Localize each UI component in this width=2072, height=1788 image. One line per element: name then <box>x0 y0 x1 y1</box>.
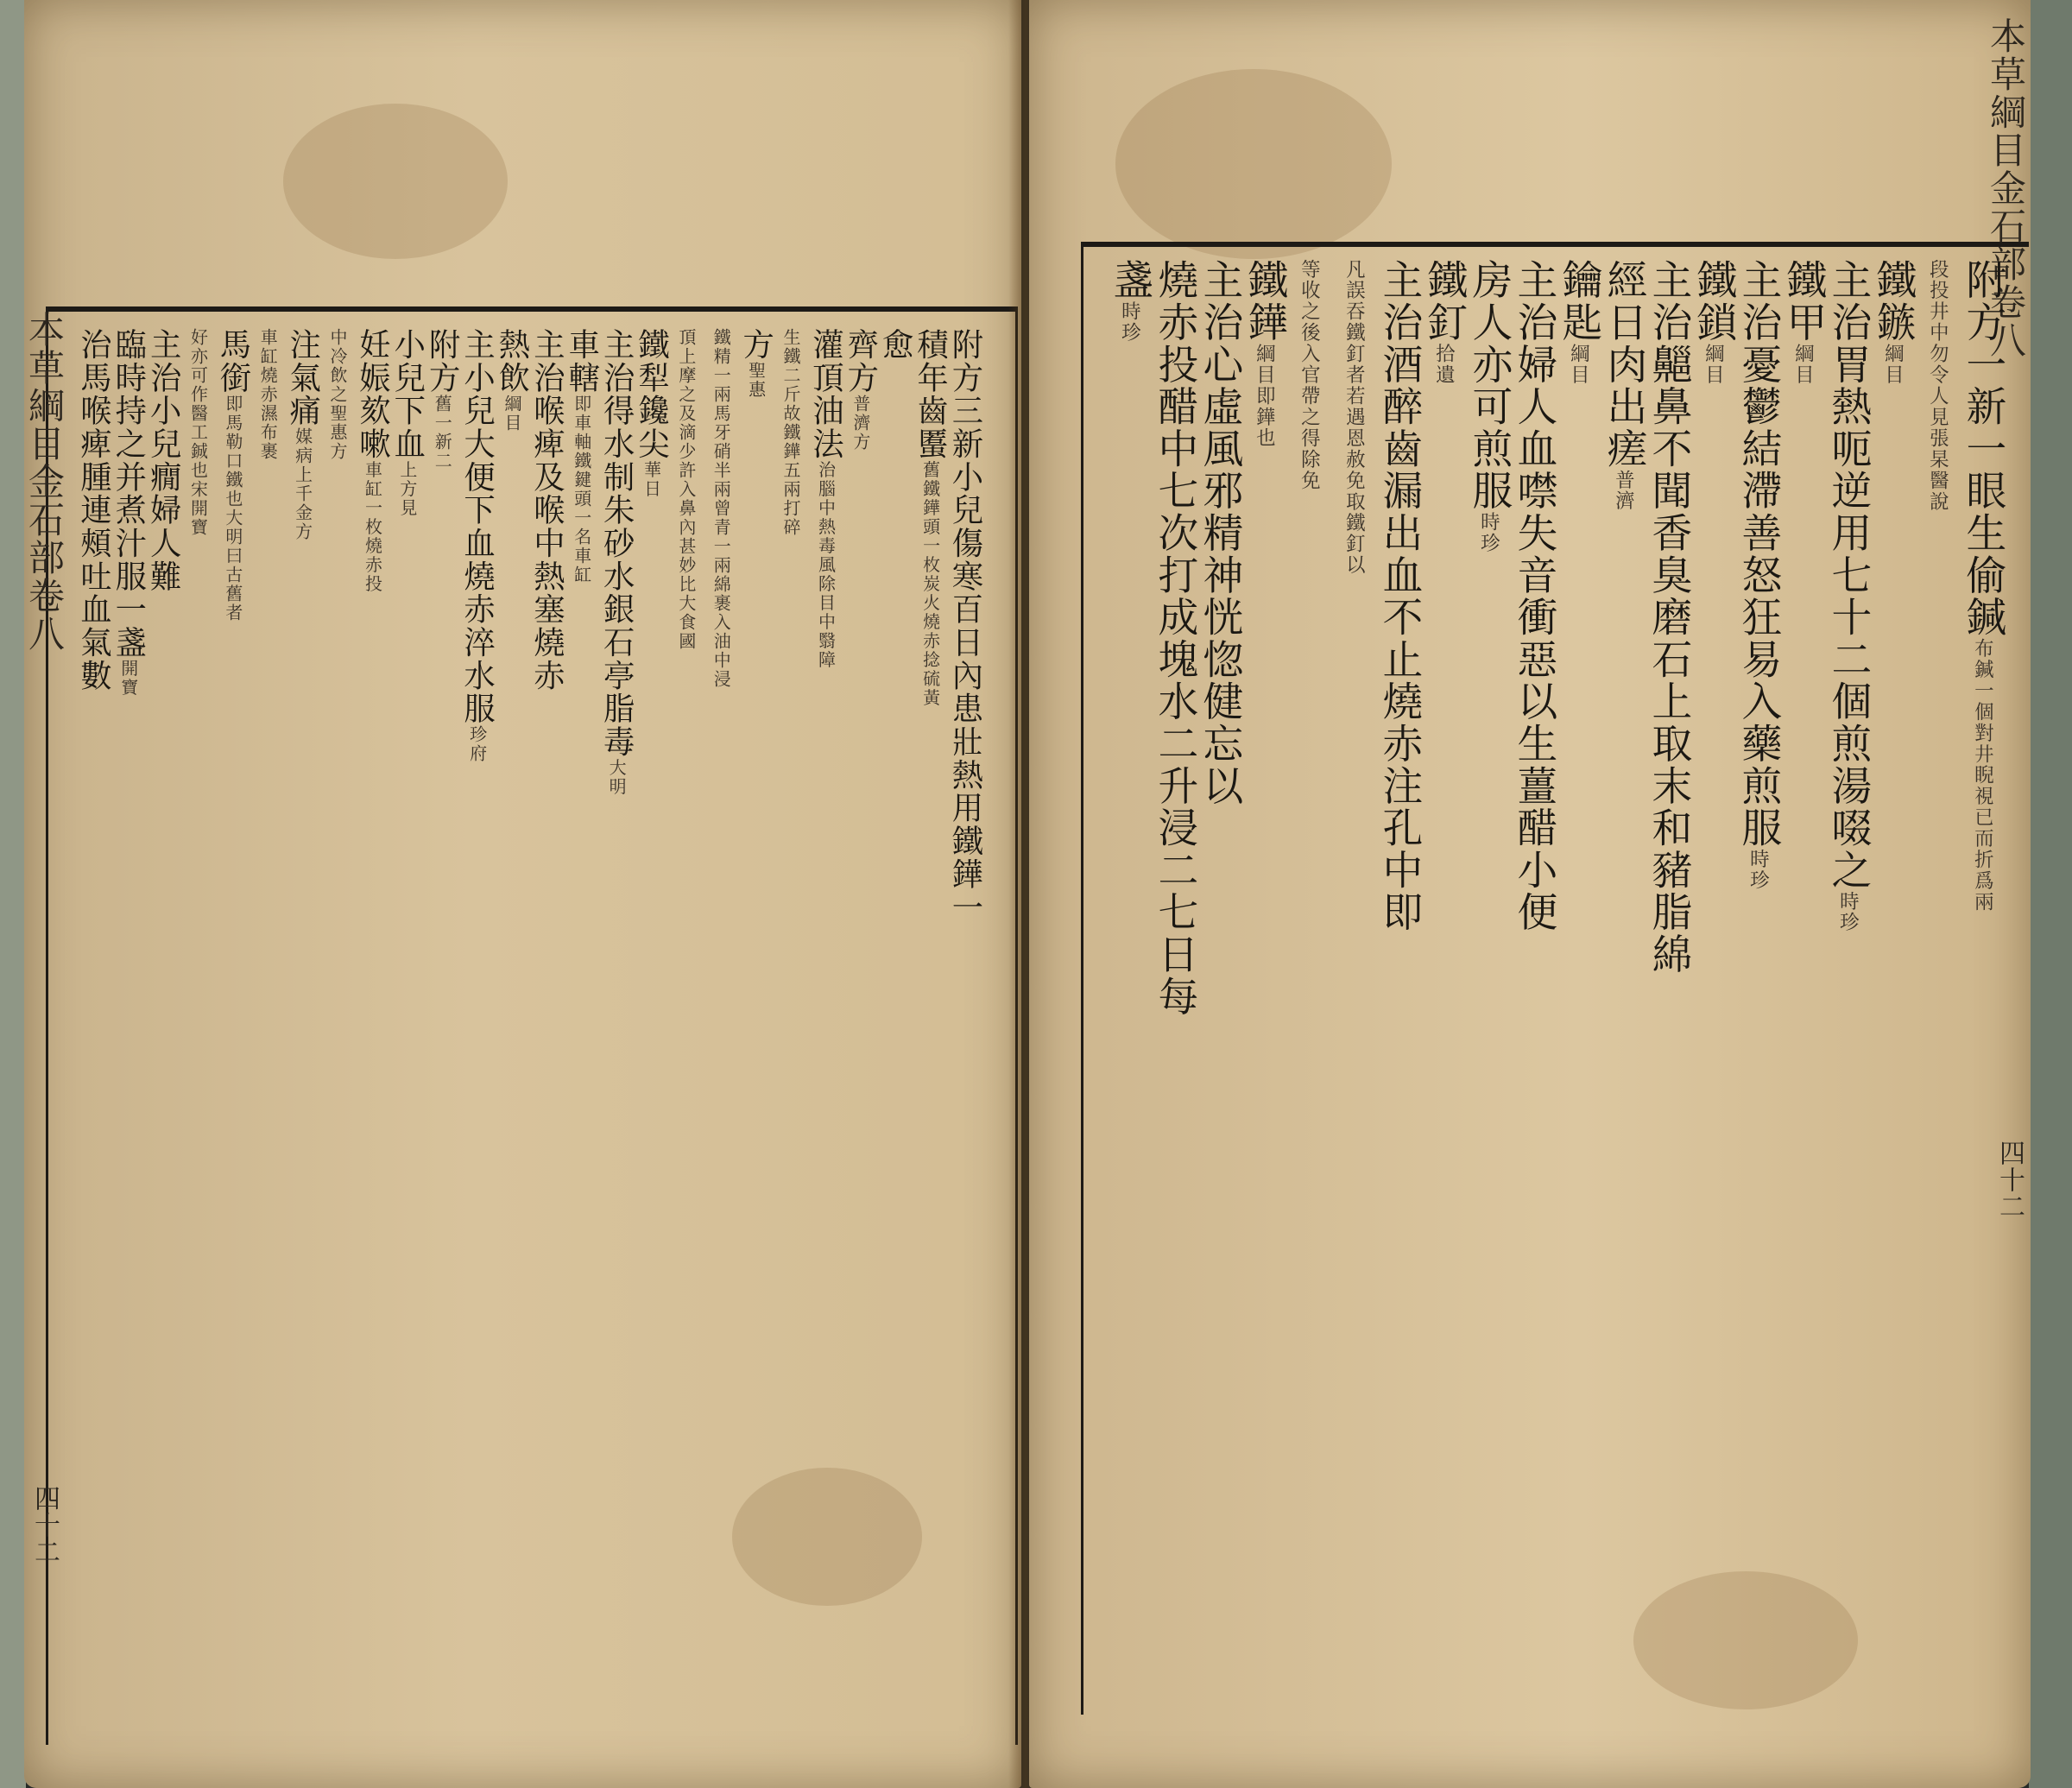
column-main-text: 附方 <box>424 328 462 395</box>
text-column <box>1289 259 1330 491</box>
column-main-text: 燒赤投醋中七次打成塊水二升浸二七日每 <box>1151 259 1198 1018</box>
text-column <box>424 328 462 471</box>
column-main-text: 主治喉痺及喉中熱塞燒赤 <box>528 328 566 692</box>
column-main-text: 主治婦人血噤失音衝惡以生薑醋小便 <box>1510 259 1557 933</box>
column-annotation: 中冷飲之聖惠方 <box>327 328 349 461</box>
text-column <box>633 328 671 499</box>
column-annotation: 頂上摩之及滴少許入鼻內甚妙比大食國 <box>675 328 697 651</box>
column-annotation: 車缸燒赤濕布裹 <box>257 328 279 461</box>
text-column <box>1420 259 1468 386</box>
column-annotation: 華日 <box>641 460 662 499</box>
column-annotation: 時珍 <box>1747 849 1770 892</box>
column-main-text: 鐵鏵 <box>1241 259 1288 344</box>
column-annotation: 段投井中勿令人見張杲醫說 <box>1926 259 1949 513</box>
column-main-text: 注氣痛 <box>284 328 322 428</box>
text-column <box>145 328 183 593</box>
column-annotation: 綱目 <box>1567 343 1590 386</box>
column-annotation: 凡誤吞鐵釘者若遇恩赦免取鐵釘以 <box>1342 259 1366 576</box>
column-annotation: 生鐵二斤故鐵鏵五兩打碎 <box>780 328 802 537</box>
text-column <box>1106 259 1153 344</box>
column-main-text: 盞 <box>1106 259 1153 301</box>
column-annotation: 綱目即鏵也 <box>1253 343 1276 449</box>
left-running-head: 本草綱目金石部卷八 <box>23 311 66 653</box>
text-column <box>1555 259 1602 386</box>
column-main-text: 主治齆鼻不聞香臭磨石上取末和豬脂綿 <box>1645 259 1692 976</box>
paper-stain <box>283 104 508 259</box>
column-main-text: 熱飲 <box>493 328 531 395</box>
column-main-text: 灌頂油法 <box>807 328 845 461</box>
column-main-text: 主治憂鬱結滯善怒狂易入藥煎服 <box>1734 259 1782 850</box>
column-annotation: 拾遺 <box>1432 343 1456 386</box>
text-column <box>528 328 566 692</box>
column-annotation: 等收之後入官帶之得除免 <box>1298 259 1321 492</box>
column-annotation: 舊鐵鏵頭一枚炭火燒赤捻硫黃 <box>919 460 941 708</box>
text-column <box>912 328 950 708</box>
column-main-text: 妊娠欬嗽 <box>354 328 392 461</box>
column-main-text: 小兒下血 <box>388 328 426 461</box>
column-annotation: 舊一新二 <box>432 394 453 471</box>
text-column <box>1779 259 1827 386</box>
left-page-number: 四十二 <box>29 1485 60 1565</box>
column-main-text: 主治胃熱呃逆用七十二個煎湯啜之 <box>1824 259 1872 891</box>
column-annotation: 治腦中熱毒風除目中翳障 <box>815 460 837 670</box>
column-main-text: 馬銜 <box>214 328 252 395</box>
column-annotation: 大明 <box>606 758 628 797</box>
column-main-text: 主治得水制朱砂水銀石亭脂毒 <box>598 328 636 759</box>
text-column <box>877 328 915 362</box>
column-annotation: 聖惠 <box>745 361 767 400</box>
text-column <box>493 328 531 433</box>
right-page-number: 四十二 <box>1994 1140 2025 1220</box>
text-column <box>807 328 845 670</box>
text-column <box>1375 259 1423 933</box>
column-main-text: 附方三新小兒傷寒百日內患壯熱用鐵鏵一 <box>946 328 984 925</box>
paper-stain <box>1115 69 1392 259</box>
column-annotation: 鐵精一兩馬牙硝半兩曾青一兩綿裹入油中浸 <box>711 328 732 689</box>
column-annotation: 綱目 <box>501 394 522 433</box>
column-annotation: 布鍼一個對井睨視已而折爲兩 <box>1971 638 1994 913</box>
column-main-text: 鐵甲 <box>1779 259 1827 344</box>
column-main-text: 車轄 <box>563 328 601 395</box>
right-page <box>1029 0 2031 1788</box>
text-column <box>842 328 880 452</box>
right-running-head: 本草綱目金石部卷八 <box>1985 17 2027 359</box>
left-page <box>24 0 1021 1788</box>
text-column <box>458 328 496 764</box>
column-main-text: 治馬喉痺腫連頰吐血氣數 <box>75 328 113 692</box>
text-column <box>563 328 601 584</box>
column-main-text: 積年齒𧏾 <box>912 328 950 461</box>
column-main-text: 方 <box>737 328 775 362</box>
column-main-text: 主治小兒癇婦人難 <box>145 328 183 593</box>
text-column <box>946 328 984 925</box>
column-main-text: 附方一新一眼生偷鍼 <box>1959 259 2006 639</box>
text-column <box>354 328 392 594</box>
text-column <box>1824 259 1872 933</box>
text-column <box>1600 259 1647 512</box>
text-column <box>1734 259 1782 892</box>
column-main-text: 主治酒醉齒漏出血不止燒赤注孔中即 <box>1375 259 1423 933</box>
column-annotation: 開寶 <box>117 659 139 698</box>
column-annotation: 綱目 <box>1702 343 1725 386</box>
text-column <box>182 328 213 537</box>
column-annotation: 時珍 <box>1836 891 1860 933</box>
column-main-text: 鑰匙 <box>1555 259 1602 344</box>
column-annotation: 上方見 <box>396 460 418 518</box>
column-main-text: 齊方 <box>842 328 880 395</box>
column-main-text: 愈 <box>877 328 915 362</box>
column-annotation: 綱目 <box>1791 343 1815 386</box>
text-column <box>705 328 736 689</box>
column-main-text: 鐵鏃 <box>1869 259 1917 344</box>
text-column <box>1151 259 1198 1018</box>
text-column <box>775 328 806 537</box>
text-column <box>1241 259 1288 449</box>
column-annotation: 綱目 <box>1881 343 1905 386</box>
column-annotation: 車缸一枚燒赤投 <box>362 460 383 594</box>
text-column <box>214 328 252 622</box>
column-annotation: 時珍 <box>1477 511 1500 554</box>
text-column <box>110 328 148 698</box>
column-annotation: 好亦可作醫工鋮也宋開寶 <box>187 328 209 537</box>
text-column <box>1869 259 1917 386</box>
column-annotation: 即車軸鐵鍵頭一名車缸 <box>571 394 592 584</box>
column-annotation: 媒病上千金方 <box>292 427 313 542</box>
column-main-text: 鐵犁鑱尖 <box>633 328 671 461</box>
left-page-edges <box>0 0 26 1788</box>
column-main-text: 鐵鎖 <box>1690 259 1737 344</box>
text-column <box>1645 259 1692 976</box>
text-column <box>671 328 702 651</box>
column-main-text: 臨時持之并煮汁服一盞 <box>110 328 148 660</box>
column-annotation: 時珍 <box>1118 300 1141 344</box>
text-column <box>1959 259 2006 913</box>
column-main-text: 主治心虛風邪精神恍惚健忘以 <box>1196 259 1243 807</box>
column-main-text: 鐵釘 <box>1420 259 1468 344</box>
text-column <box>1690 259 1737 386</box>
text-column <box>1196 259 1243 807</box>
column-main-text: 房人亦可煎服 <box>1465 259 1513 512</box>
text-column <box>284 328 322 542</box>
text-column <box>322 328 353 461</box>
text-column <box>1334 259 1374 576</box>
text-column <box>388 328 426 518</box>
text-column <box>1510 259 1557 933</box>
column-main-text: 主小兒大便下血燒赤淬水服 <box>458 328 496 726</box>
column-annotation: 普濟 <box>1612 470 1635 512</box>
right-page-edges <box>2029 0 2072 1788</box>
column-main-text: 經日肉出瘥 <box>1600 259 1647 470</box>
column-annotation: 珍府 <box>466 725 488 764</box>
text-column <box>252 328 283 461</box>
text-column <box>737 328 775 400</box>
text-column <box>75 328 113 692</box>
column-annotation: 即馬勒口鐵也大明曰古舊者 <box>222 394 243 622</box>
text-column <box>598 328 636 797</box>
text-column <box>1465 259 1513 554</box>
column-annotation: 普濟方 <box>850 394 871 452</box>
text-column <box>1917 259 1958 513</box>
